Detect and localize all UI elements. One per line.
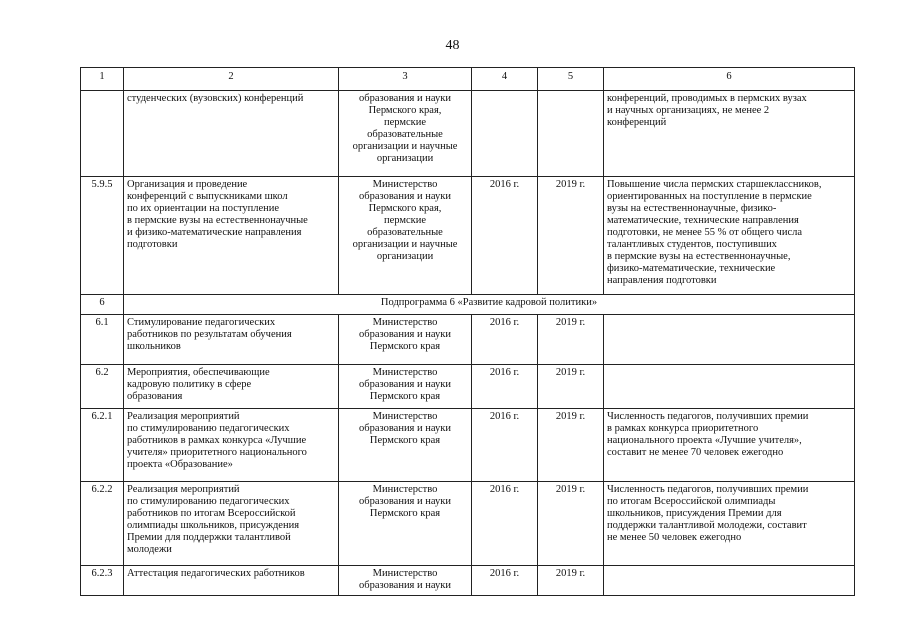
- page-number: 48: [445, 38, 460, 53]
- end-year-cell: 2019 г.: [538, 409, 604, 482]
- result-cell: Численность педагогов, получивших премии в рамках конкурса приоритетного национального проекта «Лучшие учителя», составит не менее 70 человек ежегодно: [604, 409, 855, 482]
- row-number: 6.2: [81, 365, 124, 409]
- row-number: 6.2.1: [81, 409, 124, 482]
- executor-cell: Министерство образования и науки: [339, 566, 472, 596]
- table-row: [81, 91, 855, 177]
- activity-cell: Организация и проведение конференций с выпускниками школ по их ориентации на поступление в пермские вузы на естественнонаучные и физико-математические направления подготовки: [124, 177, 339, 295]
- result-cell: [604, 566, 855, 596]
- start-year-cell: 2016 г.: [472, 177, 538, 295]
- table-row: [81, 365, 855, 409]
- activity-cell: Реализация мероприятий по стимулированию педагогических работников по итогам Всероссийской олимпиады школьников, присуждения Премии для поддержки талантливой молодежи: [124, 482, 339, 566]
- result-cell: конференций, проводимых в пермских вузах и научных организациях, не менее 2 конференций: [604, 91, 855, 177]
- start-year-cell: 2016 г.: [472, 566, 538, 596]
- header-row: [81, 68, 855, 91]
- table-row: [81, 566, 855, 596]
- end-year-cell: 2019 г.: [538, 566, 604, 596]
- result-cell: [604, 315, 855, 365]
- start-year-cell: 2016 г.: [472, 482, 538, 566]
- start-year-cell: [472, 91, 538, 177]
- executor-cell: Министерство образования и науки Пермского края, пермские образовательные организации и научные организации: [339, 177, 472, 295]
- executor-cell: Министерство образования и науки Пермского края: [339, 365, 472, 409]
- result-cell: Численность педагогов, получивших премии по итогам Всероссийской олимпиады школьников, присуждения Премии для поддержки талантливой молодежи, составит не менее 50 человек ежегодно: [604, 482, 855, 566]
- table-row: [81, 409, 855, 482]
- col-header-1: 1: [81, 68, 124, 91]
- row-number: 6.2.2: [81, 482, 124, 566]
- start-year-cell: 2016 г.: [472, 365, 538, 409]
- row-number: [81, 91, 124, 177]
- table-row: [81, 315, 855, 365]
- row-number: 6.2.3: [81, 566, 124, 596]
- executor-cell: Министерство образования и науки Пермского края: [339, 409, 472, 482]
- executor-cell: Министерство образования и науки Пермского края: [339, 315, 472, 365]
- col-header-5: 5: [538, 68, 604, 91]
- end-year-cell: 2019 г.: [538, 177, 604, 295]
- activity-cell: Мероприятия, обеспечивающие кадровую политику в сфере образования: [124, 365, 339, 409]
- result-cell: Повышение числа пермских старшеклассников, ориентированных на поступление в пермские вузы на естественнонаучные, физико- математические, технические направления подготовки, не менее 55 % от общего числа талантливых студентов, поступивших в пермские вузы на естественнонаучные, физико-математические, технические направления подготовки: [604, 177, 855, 295]
- row-number: 6.1: [81, 315, 124, 365]
- activity-cell: Стимулирование педагогических работников по результатам обучения школьников: [124, 315, 339, 365]
- table-row: [81, 177, 855, 295]
- result-cell: [604, 365, 855, 409]
- activity-cell: Аттестация педагогических работников: [124, 566, 339, 596]
- end-year-cell: 2019 г.: [538, 365, 604, 409]
- activity-cell: Реализация мероприятий по стимулированию педагогических работников в рамках конкурса «Лучшие учителя» приоритетного национального проекта «Образование»: [124, 409, 339, 482]
- end-year-cell: [538, 91, 604, 177]
- end-year-cell: 2019 г.: [538, 315, 604, 365]
- end-year-cell: 2019 г.: [538, 482, 604, 566]
- activity-cell: студенческих (вузовских) конференций: [124, 91, 339, 177]
- start-year-cell: 2016 г.: [472, 409, 538, 482]
- executor-cell: Министерство образования и науки Пермского края: [339, 482, 472, 566]
- subprogram-title: Подпрограмма 6 «Развитие кадровой политики»: [124, 295, 855, 315]
- table-row: [81, 482, 855, 566]
- col-header-3: 3: [339, 68, 472, 91]
- subprogram-row: [81, 295, 855, 315]
- row-number: 5.9.5: [81, 177, 124, 295]
- col-header-2: 2: [124, 68, 339, 91]
- executor-cell: образования и науки Пермского края, пермские образовательные организации и научные организации: [339, 91, 472, 177]
- subprogram-number: 6: [81, 295, 124, 315]
- col-header-6: 6: [604, 68, 855, 91]
- col-header-4: 4: [472, 68, 538, 91]
- start-year-cell: 2016 г.: [472, 315, 538, 365]
- program-table: [80, 67, 855, 596]
